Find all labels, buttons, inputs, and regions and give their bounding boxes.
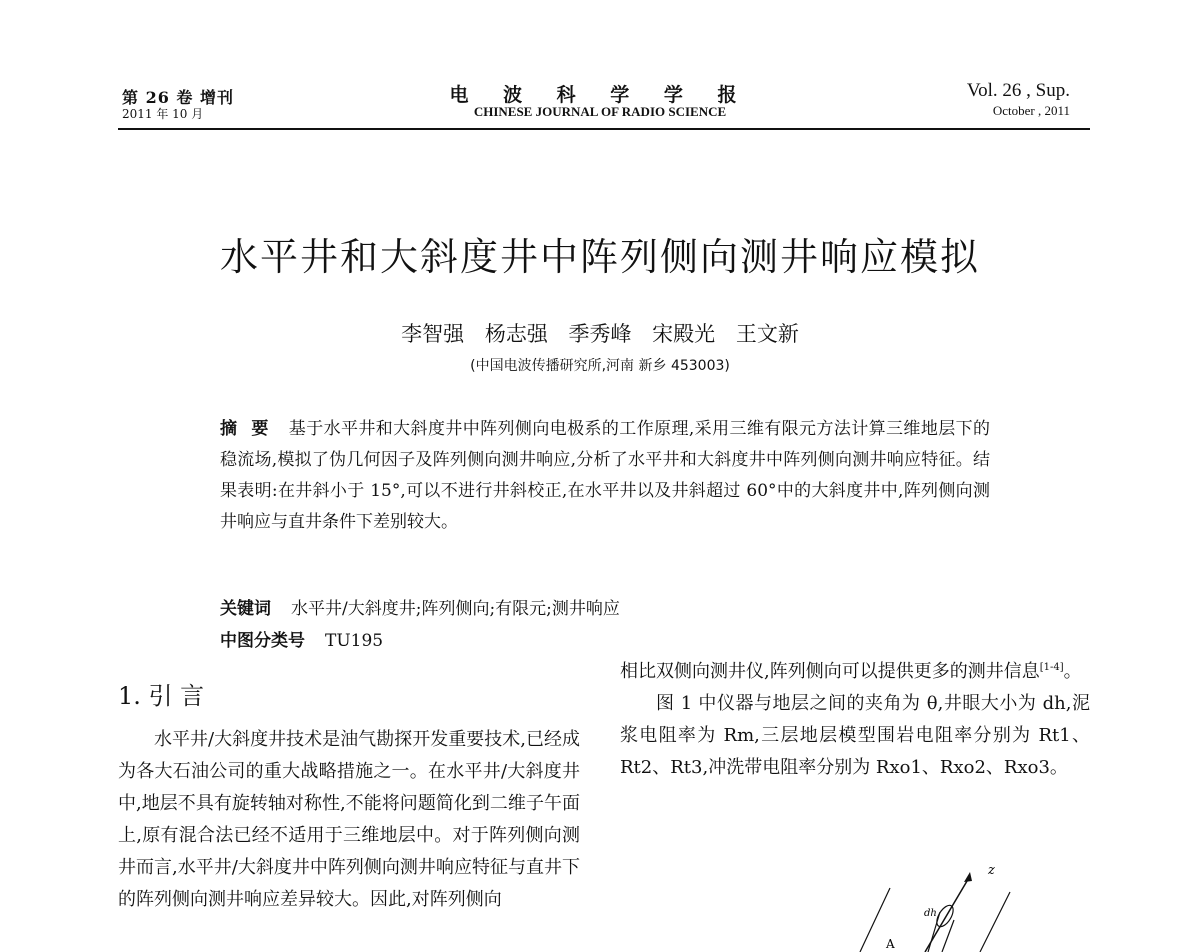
formation-boundary-2: [980, 892, 1010, 952]
volume-label: 第 26 卷 增刊: [122, 88, 234, 107]
citation: [1-4]: [1039, 662, 1064, 673]
classification-label: 中图分类号: [220, 631, 305, 651]
continued-paragraph: [620, 652, 1090, 688]
header-rule: [118, 128, 1090, 130]
abstract-text: 基于水平井和大斜度井中阵列侧向电极系的工作原理,采用三维有限元方法计算三维地层下的稳流场,模拟了伪几何因子及阵列侧向测井响应,分析了水平井和大斜度井中阵列侧向测井响应特征。结果表明:在井斜小于 15°,可以不进行井斜校正,在水平井以及井斜超过 60°中的大斜度井中,阵列侧向测井响应与直井条件下差别较大。: [220, 419, 991, 532]
label-dh: dh: [924, 908, 937, 919]
classification-code: TU195: [325, 631, 384, 651]
intro-paragraph: 水平井/大斜度井技术是油气勘探开发重要技术,已经成为各大石油公司的重大战略措施之一。在水平井/大斜度井中,地层不具有旋转轴对称性,不能将问题简化到二维子午面上,原有混合法已经不适用于三维地层中。对于阵列侧向测井而言,水平井/大斜度井中阵列侧向测井响应特征与直井下的阵列侧向测井响应差异较大。因此,对阵列侧向: [118, 729, 580, 910]
classification: [220, 626, 383, 651]
figure-1-diagram: [830, 858, 1030, 952]
borehole-wall-right: [942, 920, 954, 952]
left-column: [118, 724, 580, 916]
affiliation: (中国电波传播研究所,河南 新乡 453003): [470, 358, 730, 374]
keywords: [220, 594, 620, 619]
date-en: October , 2011: [992, 103, 1070, 118]
right-column: [620, 652, 1090, 784]
journal-name-cn: 电 波 科 学 学 报: [449, 84, 751, 106]
journal-name-en: CHINESE JOURNAL OF RADIO SCIENCE: [473, 104, 727, 119]
volume-en: Vol. 26 , Sup.: [966, 80, 1070, 101]
z-axis-label: z: [988, 863, 995, 878]
keywords-text: 水平井/大斜度井;阵列侧向;有限元;测井响应: [291, 599, 620, 619]
figure-description-paragraph: 图 1 中仪器与地层之间的夹角为 θ,井眼大小为 dh,泥浆电阻率为 Rm,三层地层模型围岩电阻率分别为 Rt1、Rt2、Rt3,冲洗带电阻率分别为 Rxo1、Rxo2、Rxo3。: [620, 693, 1090, 778]
continued-text: 相比双侧向测井仪,阵列侧向可以提供更多的测井信息: [620, 661, 1040, 682]
borehole-top: [934, 903, 957, 930]
label-a: A: [886, 937, 895, 951]
abstract: [220, 414, 990, 538]
z-arrowhead: [964, 872, 972, 882]
abstract-label: 摘要: [220, 419, 283, 439]
paper-title: 水平井和大斜度井中阵列侧向测井响应模拟: [219, 235, 980, 279]
keywords-label: 关键词: [220, 599, 271, 619]
continued-end: 。: [1063, 661, 1082, 682]
author-list: 李智强 杨志强 季秀峰 宋殿光 王文新: [401, 322, 799, 346]
section-heading: 1. 引 言: [118, 682, 205, 710]
issue-date: 2011 年 10 月: [122, 107, 204, 121]
